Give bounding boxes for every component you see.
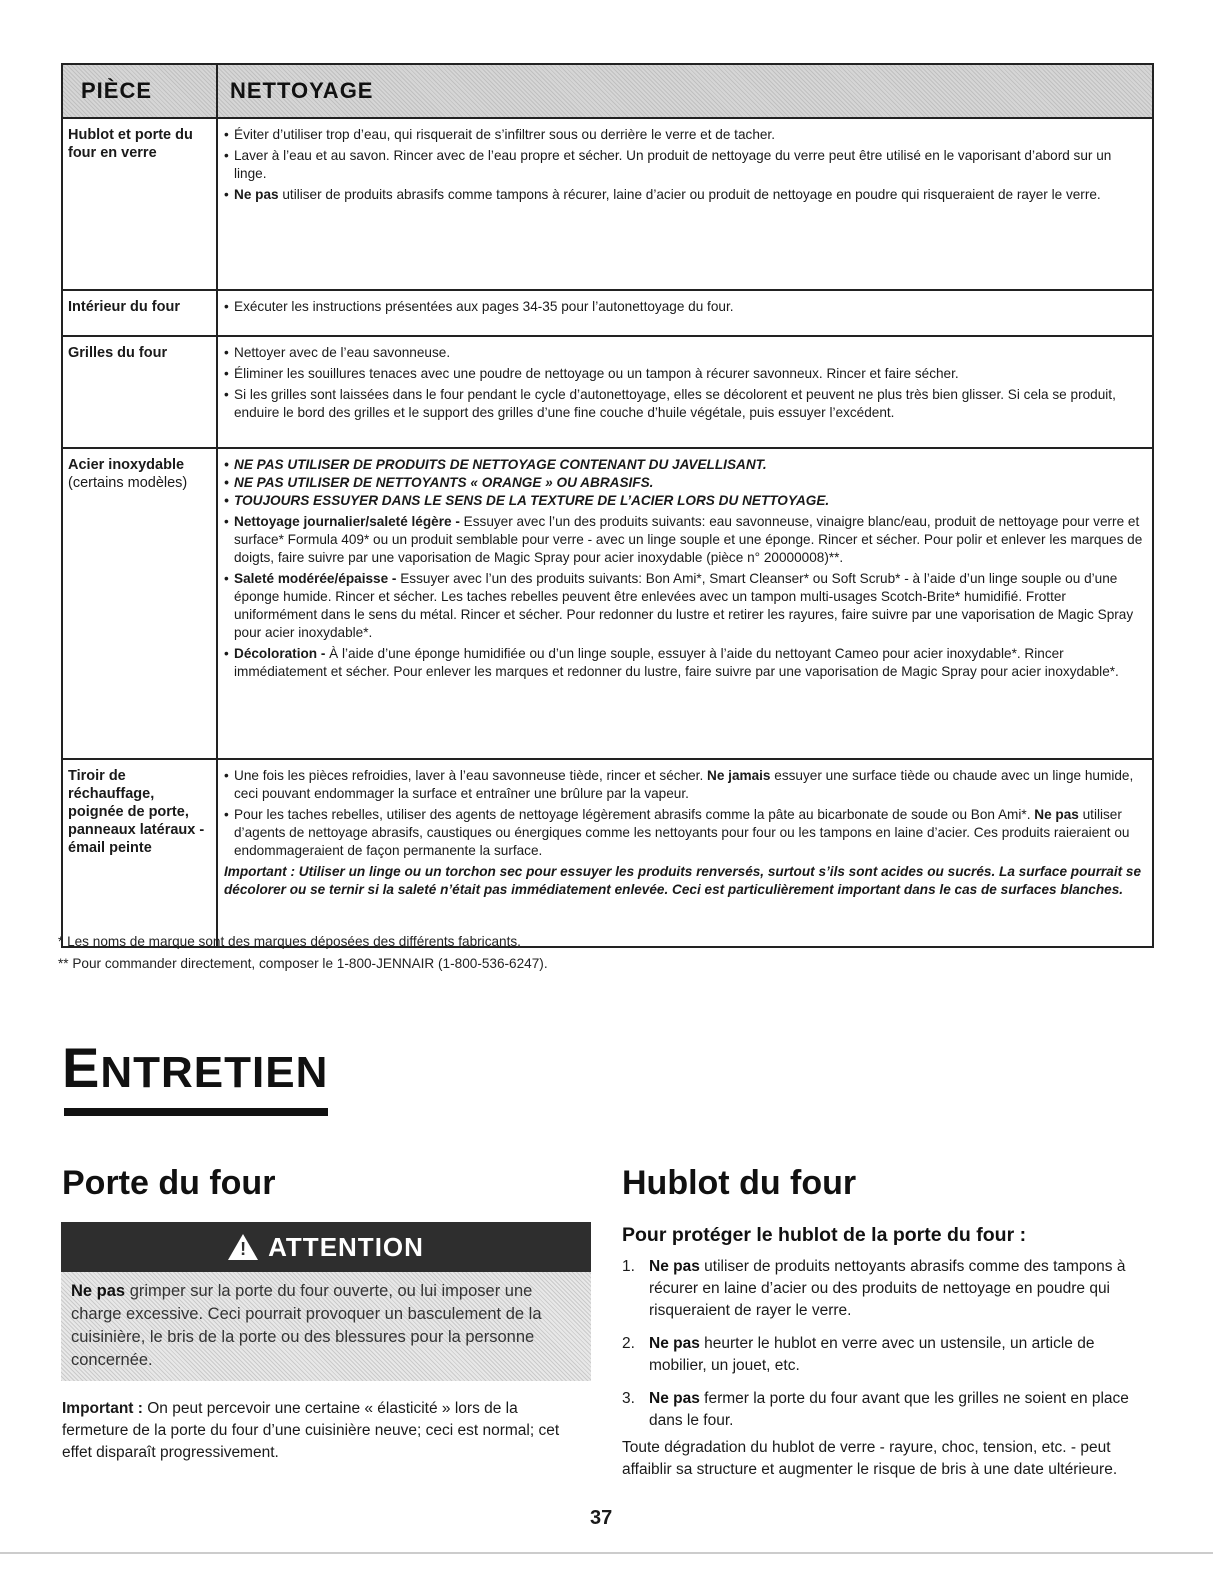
table-row <box>63 119 1152 291</box>
list-item: 1. Ne pas utiliser de produits nettoyants abrasifs comme des tampons à récurer en laine d’acier ou des produits de nettoyage en poudre qui risqueraient de rayer le verre. <box>622 1258 1126 1319</box>
header-cleaning: NETTOYAGE <box>230 78 374 103</box>
list-item: • Ne pas utiliser de produits abrasifs comme tampons à récurer, laine d’acier ou produit de nettoyage en poudre qui risqueraient de rayer le verre. <box>224 186 1146 204</box>
part-name: Grilles du four <box>68 345 168 361</box>
table-row <box>63 337 1152 449</box>
part-note: (certains modèles) <box>68 475 188 491</box>
page-number: 37 <box>590 1507 613 1529</box>
list-item: • Nettoyage journalier/saleté légère - Essuyer avec l’un des produits suivants: eau savonneuse, vinaigre blanc/eau, produit de nettoyage pour verre et surface* Formula 409* ou un produit semblable pour verre - avec un linge souple et une éponge. Rincer et sécher. Pour polir et enlever les marques de doigts, faire suivre par une vaporisation de Magic Spray pour acier inoxydable (pièce n° 20000008)**. <box>224 513 1146 567</box>
warning-line: • TOUJOURS ESSUYER DANS LE SENS DE LA TEXTURE DE L’ACIER LORS DU NETTOYAGE. <box>224 492 1146 510</box>
attention-label: ATTENTION <box>268 1231 424 1262</box>
closing-paragraph: Toute dégradation du hublot de verre - rayure, choc, tension, etc. - peut affaiblir sa structure et augmenter le risque de bris à une date ultérieure. <box>622 1439 1118 1478</box>
part-name: Hublot et porte du four en verre <box>68 127 193 161</box>
table-header <box>63 65 1152 119</box>
list-item: • Laver à l’eau et au savon. Rincer avec de l’eau propre et sécher. Un produit de nettoyage du verre peut être utilisé en le vaporisant d’abord sur un linge. <box>224 147 1146 183</box>
subheading: Pour protéger le hublot de la porte du four : <box>622 1224 1027 1246</box>
table-row <box>63 760 1152 946</box>
list-item: 3. Ne pas fermer la porte du four avant que les grilles ne soient en place dans le four. <box>622 1390 1129 1429</box>
list-item: • Pour les taches rebelles, utiliser des agents de nettoyage légèrement abrasifs comme la pâte au bicarbonate de soude ou Bon Ami*. Ne pas utiliser d’agents de nettoyage abrasifs, caustiques ou énergiques comme les nettoyants pour four ou les tampons en laine d’acier. Ces produits raieraient ou endommageraient de façon permanente la surface. <box>224 806 1146 860</box>
attention-header <box>61 1222 591 1272</box>
footnote: ** Pour commander directement, composer le 1-800-JENNAIR (1-800-536-6247). <box>58 956 548 971</box>
attention-box <box>61 1222 591 1381</box>
steps-list <box>622 1256 1152 1443</box>
attention-text: Ne pas grimper sur la porte du four ouverte, ou lui imposer une charge excessive. Ceci pourrait provoquer un basculement de la cuisinière, le bris de la porte ou des blessures pour la personne concernée. <box>71 1282 542 1369</box>
table-row <box>63 291 1152 337</box>
list-item: • Si les grilles sont laissées dans le four pendant le cycle d’autonettoyage, elles se décolorent et peuvent ne plus très bien glisser. Si cela se produit, enduire le bord des grilles et le support des grilles d’une fine couche d’huile végétale, puis essuyer l’excédent. <box>224 386 1146 422</box>
header-part: PIÈCE <box>63 65 218 117</box>
part-name: Intérieur du four <box>68 299 180 315</box>
part-name: Acier inoxydable <box>68 457 185 473</box>
list-item: • Décoloration - À l’aide d’une éponge humidifiée ou d’un linge souple, essuyer à l’aide du nettoyant Cameo pour acier inoxydable*. Rincer immédiatement et sécher. Pour enlever les marques et redonner du lustre, faire suivre par une vaporisation de Magic Spray pour acier inoxydable*. <box>224 645 1146 681</box>
list-item: • Nettoyer avec de l’eau savonneuse. <box>224 344 1146 362</box>
list-item: • Saleté modérée/épaisse - Essuyer avec l’un des produits suivants: Bon Ami*, Smart Cleanser* ou Soft Scrub* - à l’aide d’un linge souple ou d’une éponge humide. Rincer et sécher. Les taches rebelles peuvent être enlevées avec un tampon multi-usages Scotch-Brite* humidifié. Frotter uniformément dans le sens du métal. Rincer et sécher. Pour redonner du lustre et retirer les rayures, faire suivre par une vaporisation de Magic Spray pour acier inoxydable*. <box>224 570 1146 642</box>
warning-triangle-icon <box>228 1234 258 1260</box>
part-name: Tiroir de réchauffage, poignée de porte, panneaux latéraux - émail peinte <box>68 768 205 856</box>
warning-line: • NE PAS UTILISER DE PRODUITS DE NETTOYAGE CONTENANT DU JAVELLISANT. <box>224 456 1146 474</box>
bottom-divider <box>0 1552 1213 1554</box>
list-item: • Éviter d’utiliser trop d’eau, qui risquerait de s’infiltrer sous ou derrière le verre et de tacher. <box>224 126 1146 144</box>
footnote: * Les noms de marque sont des marques déposées des différents fabricants. <box>58 934 521 949</box>
cleaning-table <box>61 63 1154 948</box>
title-underline <box>64 1108 328 1116</box>
heading-porte-du-four: Porte du four <box>62 1164 276 1202</box>
table-row <box>63 449 1152 760</box>
warning-line: • NE PAS UTILISER DE NETTOYANTS « ORANGE » OU ABRASIFS. <box>224 474 1146 492</box>
list-item: • Exécuter les instructions présentées aux pages 34-35 pour l’autonettoyage du four. <box>224 298 1146 316</box>
list-item: 2. Ne pas heurter le hublot en verre avec un ustensile, un article de mobilier, un jouet, etc. <box>622 1335 1095 1374</box>
important-paragraph: Important : On peut percevoir une certaine « élasticité » lors de la fermeture de la porte du four d’une cuisinière neuve; ceci est normal; cet effet disparaît progressivement. <box>62 1400 560 1461</box>
section-title: ENTRETIEN <box>62 1036 329 1099</box>
heading-hublot-du-four: Hublot du four <box>622 1164 857 1202</box>
important-note: Important : Utiliser un linge ou un torchon sec pour essuyer les produits renversés, surtout s’ils sont acides ou sucrés. La surface pourrait se décolorer ou se ternir si la saleté n’était pas immédiatement enlevée. Ceci est particulièrement important dans le cas de surfaces blanches. <box>224 864 1142 897</box>
list-item: • Éliminer les souillures tenaces avec une poudre de nettoyage ou un tampon à récurer savonneux. Rincer et faire sécher. <box>224 365 1146 383</box>
list-item: • Une fois les pièces refroidies, laver à l’eau savonneuse tiède, rincer et sécher. Ne jamais essuyer une surface tiède ou chaude avec un linge humide, ceci pouvant endommager la surface et entraîner une brûlure par la vapeur. <box>224 767 1146 803</box>
